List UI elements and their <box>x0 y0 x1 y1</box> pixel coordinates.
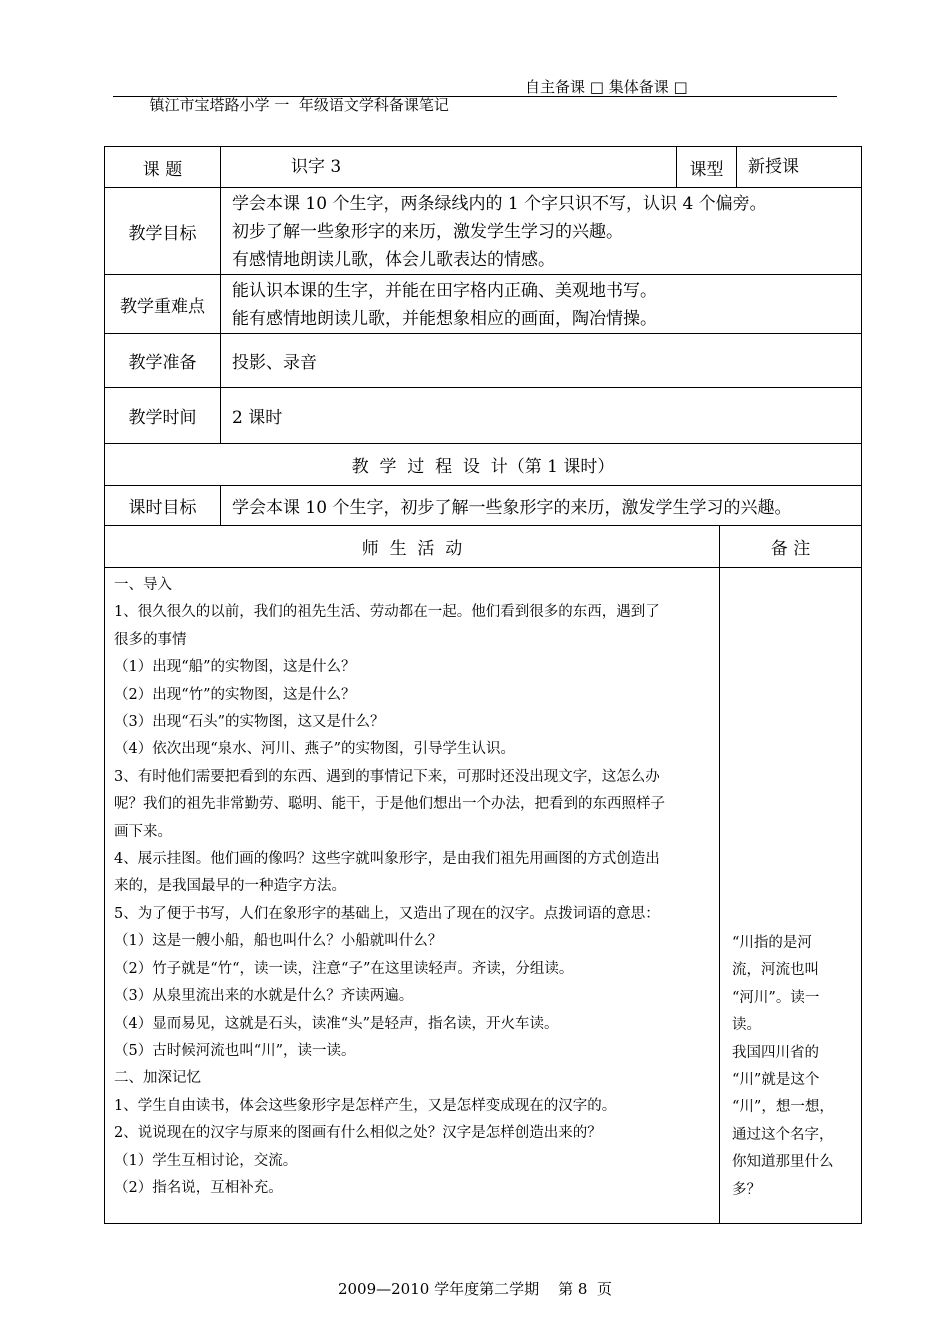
activity-line: 3、有时他们需要把看到的东西、遇到的事情记下来，可那时还没出现文字，这怎么办 <box>114 768 660 785</box>
activity-line: （1）这是一艘小船，船也叫什么？小船就叫什么？ <box>114 933 443 950</box>
activity-line: （1）出现“船”的实物图，这是什么？ <box>114 659 356 676</box>
row-teaching-goals <box>105 188 861 275</box>
activity-line: 呢？我们的祖先非常勤劳、聪明、能干，于是他们想出一个办法，把看到的东西照样子 <box>114 796 665 813</box>
goal-line: 初步了解一些象形字的来历，激发学生学习的兴趣。 <box>232 222 623 242</box>
activity-line: （2）指名说，互相补充。 <box>114 1179 283 1196</box>
type-value: 新授课 <box>748 157 799 177</box>
period-goal-label: 课时目标 <box>128 498 197 518</box>
goals-label: 教学目标 <box>128 223 197 244</box>
row-process-title <box>105 444 861 486</box>
activities-content <box>105 568 719 1223</box>
row-preparation <box>105 334 861 388</box>
note-line: “河川”。读一 <box>732 989 820 1006</box>
goals-content <box>221 188 861 274</box>
activities-header: 师 生 活 动 <box>361 539 463 559</box>
notes-header: 备 注 <box>770 539 811 559</box>
activity-line: （2）竹子就是“竹“，读一读，注意“子”在这里读轻声。齐读，分组读。 <box>114 960 574 977</box>
activity-line: 来的，是我国最早的一种造字方法。 <box>114 878 346 895</box>
note-line: 你知道那里什么 <box>732 1154 834 1171</box>
activity-line: 很多的事情 <box>114 631 187 648</box>
lesson-plan-table <box>104 146 862 1224</box>
activity-line: （5）古时候河流也叫“川”，读一读。 <box>114 1042 356 1059</box>
activity-line: 1、很久很久的以前，我们的祖先生活、劳动都在一起。他们看到很多的东西，遇到了 <box>114 604 660 621</box>
note-line: “川指的是河 <box>732 935 812 951</box>
note-line: 通过这个名字， <box>732 1126 834 1143</box>
header-prep-type: 自主备课 □ 集体备课 □ <box>525 78 688 96</box>
activity-line: （1）学生互相讨论，交流。 <box>114 1152 298 1169</box>
activity-line: 4、展示挂图。他们画的像吗？这些字就叫象形字，是由我们祖先用画图的方式创造出 <box>114 851 660 868</box>
note-line: 流，河流也叫 <box>732 962 819 979</box>
activity-line: （3）出现“石头”的实物图，这又是什么？ <box>114 714 385 731</box>
type-label: 课型 <box>689 159 724 180</box>
preparation-value: 投影、录音 <box>232 353 317 373</box>
goal-line: 有感情地朗读儿歌，体会儿歌表达的情感。 <box>232 250 555 270</box>
activity-line: （4）显而易见，这就是石头，读准“头”是轻声，指名读，开火车读。 <box>114 1015 559 1032</box>
activity-line: （4）依次出现“泉水、河川、燕子”的实物图，引导学生认识。 <box>114 741 516 758</box>
activity-line: 1、学生自由读书，体会这些象形字是怎样产生，又是怎样变成现在的汉字的。 <box>114 1097 617 1114</box>
activity-line: （2）出现“竹”的实物图，这是什么？ <box>114 686 356 703</box>
key-point-line: 能有感情地朗读儿歌，并能想象相应的画面，陶冶情操。 <box>232 309 657 329</box>
preparation-label: 教学准备 <box>128 353 197 373</box>
activity-line: 画下来。 <box>114 823 172 840</box>
header-rule <box>113 96 837 97</box>
note-line: “川”就是这个 <box>732 1072 820 1089</box>
key-points-label: 教学重难点 <box>120 296 205 317</box>
header-school-title: 镇江市宝塔路小学 一 年级语文学科备课笔记 <box>149 96 449 114</box>
row-activities-header <box>105 526 861 568</box>
activity-line: 2、说说现在的汉字与原来的图画有什么相似之处？汉字是怎样创造出来的？ <box>114 1125 602 1142</box>
notes-content <box>720 568 861 1223</box>
time-value: 2 课时 <box>232 408 283 428</box>
note-line: 我国四川省的 <box>732 1044 819 1061</box>
key-points-content <box>221 275 861 333</box>
note-line: 多？ <box>732 1181 761 1198</box>
time-label: 教学时间 <box>128 408 197 428</box>
row-teaching-time <box>105 388 861 444</box>
lesson-title-value: 识字 3 <box>291 157 342 177</box>
row-period-goal <box>105 486 861 526</box>
note-line: “川”，想一想， <box>732 1099 834 1116</box>
row-lesson-title <box>105 147 861 188</box>
note-line: 读。 <box>732 1017 761 1034</box>
page-header <box>140 76 688 133</box>
period-goal-value: 学会本课 10 个生字，初步了解一些象形字的来历，激发学生学习的兴趣。 <box>232 498 792 518</box>
activity-line: （3）从泉里流出来的水就是什么？齐读两遍。 <box>114 988 414 1005</box>
activity-line: 5、为了便于书写，人们在象形字的基础上，又造出了现在的汉字。点拨词语的意思： <box>114 905 660 922</box>
row-activities-body <box>105 568 861 1223</box>
process-title: 教 学 过 程 设 计（第 1 课时） <box>351 457 615 477</box>
row-key-points <box>105 275 861 334</box>
title-label: 课 题 <box>142 159 183 180</box>
activity-line: 二、加深记忆 <box>114 1070 201 1087</box>
key-point-line: 能认识本课的生字，并能在田字格内正确、美观地书写。 <box>232 281 657 301</box>
activity-line: 一、导入 <box>114 577 172 593</box>
page-footer: 2009—2010 学年度第二学期 第 8 页 <box>337 1280 613 1298</box>
goal-line: 学会本课 10 个生字，两条绿线内的 1 个字只识不写，认识 4 个偏旁。 <box>232 194 767 214</box>
